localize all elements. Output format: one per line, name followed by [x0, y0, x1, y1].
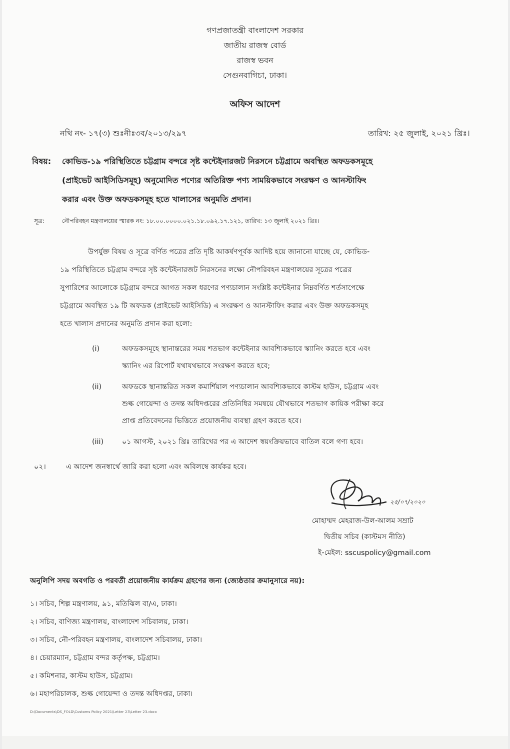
condition-line: প্রাপ্ত প্রতিবেদনের ভিত্তিতে প্রয়োজনীয় ব্যবস্থা গ্রহণ করতে হবে।: [122, 416, 302, 425]
distribution-item: ৫। কমিশনার, কাস্টম হাউস, চট্টগ্রাম।: [30, 671, 133, 680]
distribution-item: ৩। সচিব, নৌ-পরিবহন মন্ত্রণালয়, বাংলাদেশ সচিবালয়, ঢাকা।: [30, 635, 203, 644]
condition-line: শুল্ক গোয়েন্দা ও তদন্ত অধিদপ্তরের প্রতিনিধির সমন্বয়ে যৌথভাবে শতভাগ কায়িক পরীক্ষা করে: [122, 399, 384, 408]
body-line: সুপারিশের আলোকে চট্টগ্রাম বন্দরে আগত সকল ধরণের পণ্যচালান সংশ্লিষ্ট কন্টেইনার নিম্নবর্ণিত শর্তসাপেক্ষে: [60, 283, 365, 292]
header-address: সেগুনবাগিচা, ঢাকা।: [222, 71, 288, 80]
condition-line: অফডকসমূহে স্থানান্তরের সময় শতভাগ কন্টেইনার আবশ্যিকভাবে স্ক্যানিং করতে হবে এবং: [122, 344, 371, 353]
condition-number: (iii): [92, 437, 104, 446]
condition-number: (ii): [92, 382, 102, 391]
distribution-item: ১। সচিব, শিল্প মন্ত্রণালয়, ৯১, মতিঝিল বা/এ, ঢাকা।: [30, 599, 177, 608]
signature-date: ২৫/০৭/২০২০: [390, 499, 426, 506]
header-building: রাজস্ব ভবন: [236, 56, 274, 65]
distribution-item: ৬। মহাপরিচালক, শুল্ক গোয়েন্দা ও তদন্ত অধিদপ্তর, ঢাকা।: [30, 689, 193, 698]
subject-label: বিষয়:: [32, 157, 52, 166]
signatory-email: ই-মেইল: sscuspolicy@gmail.com: [318, 548, 431, 557]
document-page: [2, 0, 508, 749]
reference-label: সূত্র:: [34, 218, 45, 225]
body-line: ১৯ পরিস্থিতিতে চট্টগ্রাম বন্দরে সৃষ্ট কন্টেইনারজট নিরসনের লক্ষ্যে নৌপরিবহন মন্ত্রণালয়ের সূত্রের পত্রের: [60, 265, 352, 274]
reference-text: নৌপরিবহন মন্ত্রণালয়ের স্মারক নং: ১৮.০০.০০০০.০২১.১৮.০৯২.১৭.১২১, তারিখ: ১৩ জুলাই ২০২১ খ্রিঃ।: [62, 218, 320, 225]
office-order-title: অফিস আদেশ: [229, 100, 281, 110]
body-line: হতে খালাস প্রদানের অনুমতি প্রদান করা হলো:: [60, 319, 193, 328]
header-board: জাতীয় রাজস্ব বোর্ড: [223, 41, 287, 50]
paragraph-number: ০২।: [34, 462, 46, 471]
signatory-name: মোহাম্মদ মেহরাজ-উল-আলম সম্রাট: [312, 516, 414, 525]
body-line: চট্টগ্রামে অবস্থিত ১৯ টি অফডক (প্রাইভেট আইসিডি) এ সংরক্ষণ ও আনস্টাফিং করার এবং উক্ত অফডকসমূহ: [60, 301, 369, 310]
header-government: গণপ্রজাতন্ত্রী বাংলাদেশ সরকার: [206, 26, 304, 35]
paragraph-text: এ আদেশ জনস্বার্থে জারি করা হলো এবং অবিলম্বে কার্যকর হবে।: [66, 462, 247, 471]
reference-number: নথি নং- ১৭(৩) শুঃনীঃ৩ব/২০১৩/২৯৭: [60, 129, 187, 138]
distribution-heading: অনুলিপি সদয় অবগতি ও পরবর্তী প্রয়োজনীয় কার্যক্রম গ্রহণের জন্য (জ্যেষ্ঠতার ক্রমানুসারে নয়):: [30, 576, 305, 585]
distribution-item: ৪। চেয়ারম্যান, চট্টগ্রাম বন্দর কর্তৃপক্ষ, চট্টগ্রাম।: [30, 653, 160, 662]
subject-line: কোভিড-১৯ পরিস্থিতিতে চট্টগ্রাম বন্দরে সৃষ্ট কন্টেইনারজট নিরসনে চট্টগ্রামে অবস্থিত অফডকসমূহে: [62, 157, 373, 166]
condition-line: ০১ আগস্ট, ২০২১ খ্রিঃ তারিখের পর এ আদেশ স্বয়ংক্রিয়ভাবে বাতিল বলে গণ্য হবে।: [122, 437, 364, 446]
condition-line: স্ক্যানিং এর রিপোর্ট যথাযথভাবে সংরক্ষণ করতে হবে;: [122, 361, 271, 370]
page-bottom-edge: [2, 736, 508, 749]
file-path: D:\Documents\DS_FOLD\Customs Policy 2021\Letter 23\Letter 23.docx: [30, 710, 157, 714]
distribution-item: ২। সচিব, বাণিজ্য মন্ত্রণালয়, বাংলাদেশ সচিবালয়, ঢাকা।: [30, 617, 189, 626]
subject-line: করার এবং উক্ত অফডকসমূহ হতে খালাসের অনুমতি প্রদান।: [62, 195, 252, 204]
signatory-designation: দ্বিতীয় সচিব (কাস্টমস নীতি): [324, 532, 406, 541]
subject-line: (প্রাইভেট আইসিডিসমূহ) অনুমোদিত পণ্যের অতিরিক্ত পণ্য সাময়িকভাবে সংরক্ষণ ও আনস্টাফিং: [62, 176, 367, 185]
handwritten-signature: [320, 473, 430, 521]
condition-number: (i): [92, 344, 100, 353]
body-line: উপর্যুক্ত বিষয় ও সূত্রে বর্ণিত পত্রের প্রতি দৃষ্টি আকর্ষণপূর্বক আদিষ্ট হয়ে জানানো যাচ্ছে যে, কোভিড-: [88, 247, 370, 256]
condition-line: অফডকে স্থানান্তরিত সকল কমার্শিয়াল পণ্যচালান আবশ্যিকভাবে কাস্টম হাউস, চট্টগ্রাম এবং: [122, 382, 379, 391]
document-date: তারিখ: ২৫ জুলাই, ২০২১ খ্রিঃ।: [368, 129, 470, 138]
